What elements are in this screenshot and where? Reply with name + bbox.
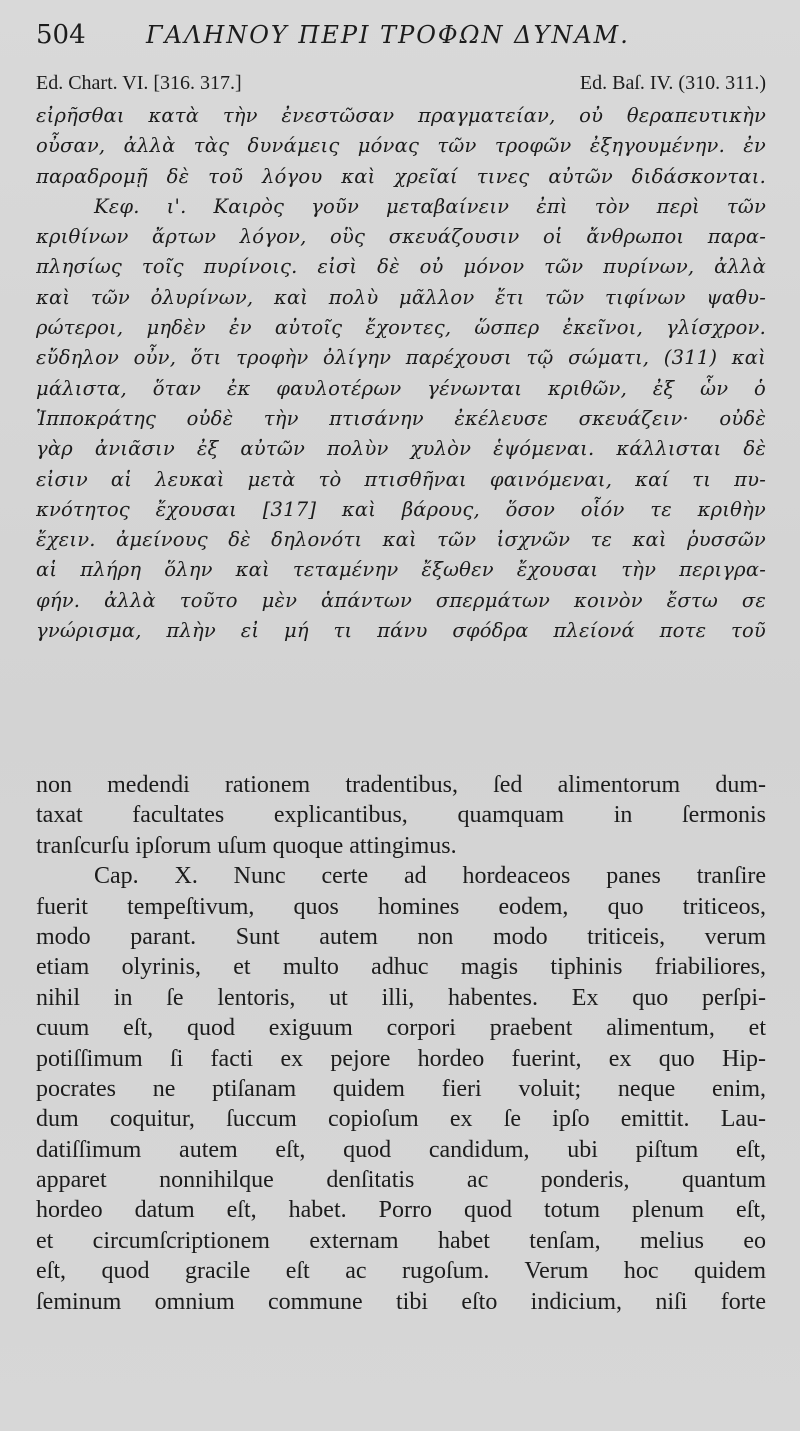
- edition-chartier: Ed. Chart. VI. [316. 317.]: [36, 72, 242, 94]
- latin-line: apparet nonnihilque denſitatis ac ponderis, quantum: [36, 1167, 766, 1194]
- latin-line: nihil in ſe lentoris, ut illi, habentes. Ex quo perſpi-: [36, 984, 766, 1011]
- greek-line: ρώτεροι, μηδὲν ἐν αὐτοῖς ἔχοντες, ὥσπερ ἐκεῖνοι, γλίσχρον.: [36, 316, 766, 340]
- latin-line: hordeo datum eſt, habet. Porro quod totum plenum eſt,: [36, 1197, 766, 1224]
- latin-line: dum coquitur, ſuccum copioſum ex ſe ipſo emittit. Lau-: [36, 1106, 766, 1133]
- latin-line: ſeminum omnium commune tibi eſto indicium, niſi forte: [36, 1288, 766, 1315]
- greek-line: πλησίως τοῖς πυρίνοις. εἰσὶ δὲ οὐ μόνον τῶν πυρίνων, ἀλλὰ: [36, 255, 766, 279]
- latin-line: taxat facultates explicantibus, quamquam in ſermonis: [36, 802, 766, 829]
- edition-basel: Ed. Baſ. IV. (310. 311.): [579, 72, 766, 94]
- greek-line: εἰσιν αἱ λευκαὶ μετὰ τὸ πτισθῆναι φαινόμεναι, καί τι πυ-: [36, 467, 766, 491]
- latin-line: Cap. X. Nunc certe ad hordeaceos panes tranſire: [94, 863, 766, 890]
- latin-text: [36, 770, 766, 1317]
- latin-line: datiſſimum autem eſt, quod candidum, ubi piſtum eſt,: [36, 1136, 766, 1163]
- running-head: [36, 20, 766, 60]
- latin-line: etiam olyrinis, et multo adhuc magis tiphinis friabiliores,: [36, 954, 766, 981]
- greek-line: αἱ πλήρη ὅλην καὶ τεταμένην ἔξωθεν ἔχουσαι τὴν περιγρα-: [36, 558, 766, 582]
- latin-line: potiſſimum ſi facti ex pejore hordeo fuerint, ex quo Hip-: [36, 1045, 766, 1072]
- latin-line: cuum eſt, quod exiguum corpori praebent alimentum, et: [36, 1015, 766, 1042]
- greek-line: γνώρισμα, πλὴν εἰ μή τι πάνυ σφόδρα πλείονά ποτε τοῦ: [36, 619, 766, 643]
- latin-line: pocrates ne ptiſanam quidem fieri voluit; neque enim,: [36, 1075, 766, 1102]
- latin-line: modo parant. Sunt autem non modo triticeis, verum: [36, 923, 766, 950]
- latin-line: non medendi rationem tradentibus, ſed alimentorum dum-: [36, 772, 766, 798]
- edition-reference-line: [36, 72, 766, 95]
- greek-line: μάλιστα, ὅταν ἐκ φαυλοτέρων γένωνται κριθῶν, ἐξ ὧν ὁ: [36, 376, 766, 400]
- page-number: 504: [36, 20, 86, 50]
- latin-line: eſt, quod gracile eſt ac rugoſum. Verum hoc quidem: [36, 1258, 766, 1285]
- greek-line: παραδρομῇ δὲ τοῦ λόγου καὶ χρεῖαί τινες αὐτῶν διδάσκονται.: [36, 164, 766, 188]
- greek-line: γὰρ ἀνιᾶσιν ἐξ αὐτῶν πολὺν χυλὸν ἑψόμεναι. κάλλισται δὲ: [36, 437, 766, 461]
- greek-line: κριθίνων ἄρτων λόγον, οὓς σκευάζουσιν οἱ ἄνθρωποι παρα-: [36, 225, 766, 249]
- greek-line: Κεφ. ι'. Καιρὸς γοῦν μεταβαίνειν ἐπὶ τὸν περὶ τῶν: [94, 194, 766, 218]
- latin-line: fuerit tempeſtivum, quos homines eodem, quo triticeos,: [36, 893, 766, 920]
- greek-line: καὶ τῶν ὀλυρίνων, καὶ πολὺ μᾶλλον ἔτι τῶν τιφίνων ψαθυ-: [36, 285, 766, 309]
- running-title: ΓΑΛΗΝΟΥ ΠΕΡΙ ΤΡΟΦΩΝ ΔΥΝΑΜ.: [146, 21, 630, 49]
- latin-line: et circumſcriptionem externam habet tenſam, melius eo: [36, 1227, 766, 1254]
- greek-text: [36, 101, 766, 646]
- greek-line: φήν. ἀλλὰ τοῦτο μὲν ἁπάντων σπερμάτων κοινὸν ἔστω σε: [36, 588, 766, 612]
- greek-line: Ἱπποκράτης οὐδὲ τὴν πτισάνην ἐκέλευσε σκευάζειν· οὐδὲ: [36, 406, 766, 430]
- greek-line: εἰρῆσθαι κατὰ τὴν ἐνεστῶσαν πραγματείαν, οὐ θεραπευτικὴν: [36, 104, 766, 127]
- greek-line: εὔδηλον οὖν, ὅτι τροφὴν ὀλίγην παρέχουσι τῷ σώματι, (311) καὶ: [36, 346, 766, 370]
- latin-line: tranſcurſu ipſorum uſum quoque attingimus.: [36, 832, 457, 859]
- greek-line: κνότητος ἔχουσαι [317] καὶ βάρους, ὅσον οἷόν τε κριθὴν: [36, 497, 766, 521]
- greek-line: οὖσαν, ἀλλὰ τὰς δυνάμεις μόνας τῶν τροφῶν ἐξηγουμένην. ἐν: [36, 134, 766, 158]
- greek-line: ἔχειν. ἀμείνους δὲ δηλονότι καὶ τῶν ἰσχνῶν τε καὶ ῥυσσῶν: [36, 528, 766, 552]
